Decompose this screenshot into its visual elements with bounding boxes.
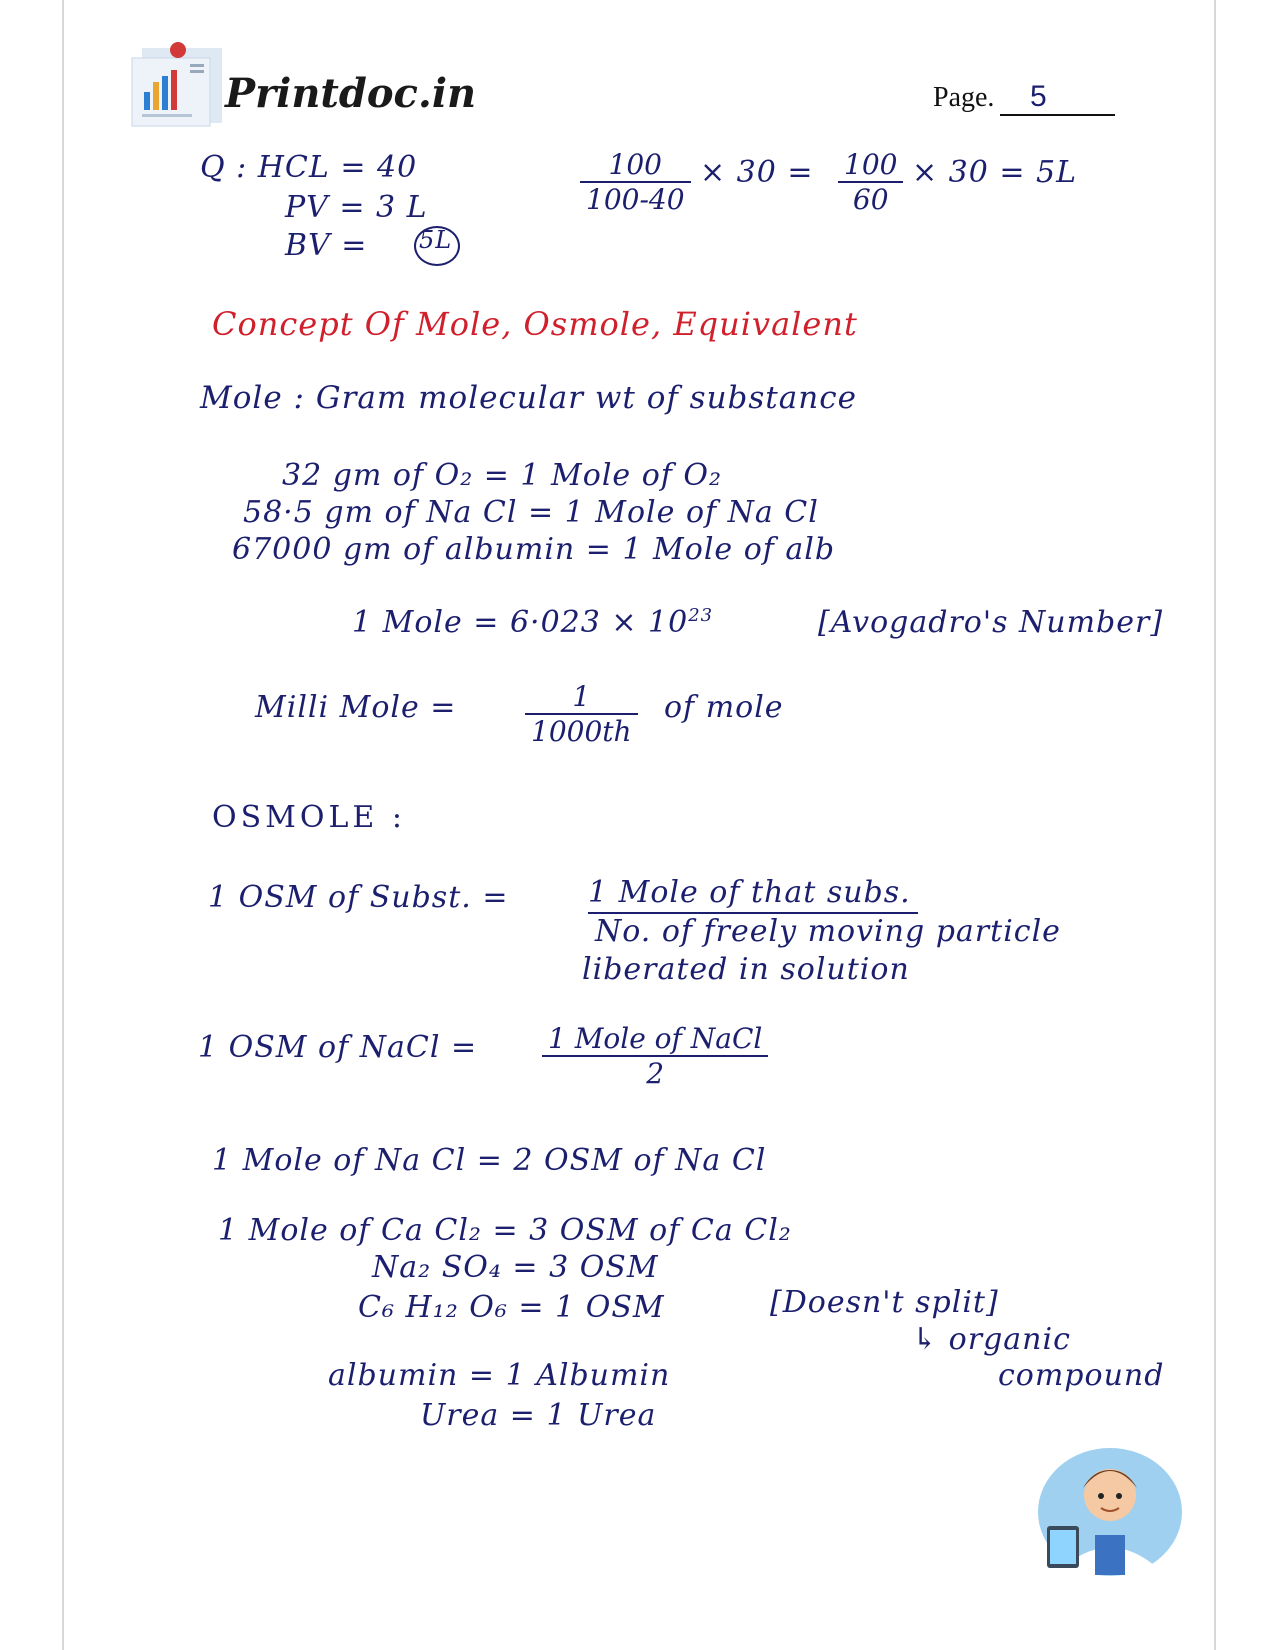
urea-osm: Urea = 1 Urea xyxy=(420,1398,657,1433)
page-number-underline xyxy=(1000,114,1115,116)
organic-note: ↳ organic xyxy=(912,1322,1071,1357)
avogadro-equation xyxy=(352,605,713,640)
glucose-note: [Doesn't split] xyxy=(770,1285,999,1320)
mole-example-o2: 32 gm of O₂ = 1 Mole of O₂ xyxy=(282,458,723,493)
mole-example-nacl: 58·5 gm of Na Cl = 1 Mole of Na Cl xyxy=(243,495,819,530)
fraction-2-numerator: 100 xyxy=(838,148,903,183)
osmole-definition-line3: liberated in solution xyxy=(582,952,910,987)
osmole-definition-line2: No. of freely moving particle xyxy=(595,914,1061,949)
fraction-1-denominator: 100-40 xyxy=(586,183,685,216)
mole-example-albumin: 67000 gm of albumin = 1 Mole of alb xyxy=(232,532,836,567)
fraction-1-numerator: 100 xyxy=(580,148,691,183)
page-number: 5 xyxy=(1030,80,1047,113)
albumin-osm: albumin = 1 Albumin xyxy=(328,1358,671,1393)
osmole-definition-line1: 1 Mole of that subs. xyxy=(588,875,911,910)
compound-note: compound xyxy=(998,1358,1165,1393)
osm-nacl-fraction xyxy=(542,1022,768,1090)
millimole-right: of mole xyxy=(664,690,784,725)
printdoc-logo-text: Printdoc.in xyxy=(225,70,477,117)
printdoc-logo-icon xyxy=(120,40,230,130)
fraction-1 xyxy=(580,148,691,216)
avogadro-exponent: 23 xyxy=(688,605,714,626)
section-heading: Concept Of Mole, Osmole, Equivalent xyxy=(212,305,858,343)
fraction-2-denominator: 60 xyxy=(852,183,889,216)
osmole-title: OSMOLE : xyxy=(212,800,406,835)
osm-nacl-numerator: 1 Mole of NaCl xyxy=(542,1022,768,1057)
fraction-2 xyxy=(838,148,903,216)
question-hcl: Q : HCL = 40 xyxy=(200,150,418,185)
glucose-osm: C₆ H₁₂ O₆ = 1 OSM xyxy=(358,1290,665,1325)
na2so4-osm: Na₂ SO₄ = 3 OSM xyxy=(372,1250,659,1285)
osmole-definition-left: 1 OSM of Subst. = xyxy=(208,880,509,915)
millimole-left: Milli Mole = xyxy=(255,690,457,725)
question-pv: PV = 3 L xyxy=(285,190,428,225)
mole-nacl-osm: 1 Mole of Na Cl = 2 OSM of Na Cl xyxy=(212,1143,767,1178)
millimole-numerator: 1 xyxy=(525,680,638,715)
page-label: Page. xyxy=(933,82,995,113)
mole-definition: Mole : Gram molecular wt of substance xyxy=(200,380,857,416)
question-multiply: × 30 = xyxy=(700,155,814,190)
millimole-denominator: 1000th xyxy=(531,715,632,748)
mole-cacl2-osm: 1 Mole of Ca Cl₂ = 3 OSM of Ca Cl₂ xyxy=(218,1213,792,1248)
avogadro-note: [Avogadro's Number] xyxy=(818,605,1164,640)
osm-nacl-left: 1 OSM of NaCl = xyxy=(198,1030,478,1065)
question-bv: BV = xyxy=(285,228,368,263)
question-result: × 30 = 5L xyxy=(912,155,1078,190)
question-bv-answer: 5L xyxy=(419,226,453,254)
osm-nacl-denominator: 2 xyxy=(646,1057,665,1090)
millimole-fraction xyxy=(525,680,638,748)
avogadro-left: 1 Mole = 6·023 × 10 xyxy=(352,605,689,640)
doctor-mascot-icon xyxy=(1035,1440,1185,1580)
